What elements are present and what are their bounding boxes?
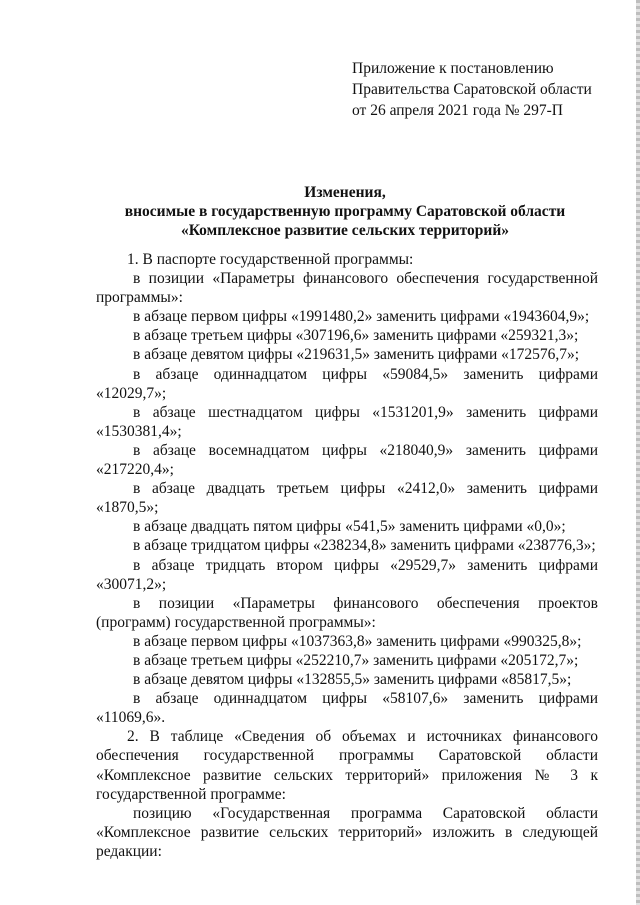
header-line: Приложение к постановлению: [352, 60, 554, 77]
header-line: от 26 апреля 2021 года № 297-П: [352, 102, 563, 119]
paragraph: в абзаце тридцатом цифры «238234,8» заменить цифрами «238776,3»;: [133, 537, 596, 555]
scan-edge-artifact: [636, 0, 640, 905]
title-line: «Комплексное развитие сельских территорий»: [180, 222, 510, 239]
attachment-header: [352, 58, 622, 121]
header-line: Правительства Саратовской области: [352, 81, 592, 98]
paragraph: в абзаце третьем цифры «307196,6» заменить цифрами «259321,3»;: [133, 327, 579, 345]
paragraph: в абзаце одиннадцатом цифры «58107,6» заменить цифрами «11069,6».: [96, 690, 598, 727]
paragraph: в абзаце восемнадцатом цифры «218040,9» заменить цифрами «217220,4»;: [96, 441, 598, 479]
title-line: вносимые в государственную программу Саратовской области: [124, 203, 566, 220]
paragraph: в абзаце двадцать третьем цифры «2412,0» заменить цифрами «1870,5»;: [96, 480, 598, 517]
paragraph: в абзаце двадцать пятом цифры «541,5» заменить цифрами «0,0»;: [133, 518, 566, 536]
paragraph: в абзаце третьем цифры «252210,7» заменить цифрами «205172,7»;: [133, 651, 579, 669]
paragraph: в абзаце шестнадцатом цифры «1531201,9» заменить цифрами «1530381,4»;: [96, 403, 598, 440]
title-line: Изменения,: [304, 184, 386, 201]
paragraph: в позиции «Параметры финансового обеспечения проектов (программ) государственной программы»:: [96, 594, 598, 631]
paragraph: 2. В таблице «Сведения об объемах и источниках финансового обеспечения государственной программы Саратовской области «Комплексное развитие сельских территорий» приложения № 3 к государственной программе:: [96, 728, 598, 803]
paragraph: в абзаце одиннадцатом цифры «59084,5» заменить цифрами «12029,7»;: [96, 365, 598, 402]
paragraph: в абзаце девятом цифры «132855,5» заменить цифрами «85817,5»;: [133, 671, 572, 689]
paragraph: позицию «Государственная программа Саратовской области «Комплексное развитие сельских территорий» изложить в следующей редакции:: [96, 804, 598, 860]
document-title: [60, 183, 630, 240]
document-body: [96, 250, 598, 861]
paragraph: 1. В паспорте государственной программы:: [127, 251, 414, 268]
paragraph: в абзаце первом цифры «1991480,2» заменить цифрами «1943604,9»;: [133, 308, 590, 326]
paragraph: в абзаце первом цифры «1037363,8» заменить цифрами «990325,8»;: [133, 632, 582, 650]
paragraph: в позиции «Параметры финансового обеспечения государственной программы»:: [96, 270, 598, 307]
paragraph: в абзаце девятом цифры «219631,5» заменить цифрами «172576,7»;: [133, 346, 580, 364]
paragraph: в абзаце тридцать втором цифры «29529,7» заменить цифрами «30071,2»;: [96, 556, 598, 593]
